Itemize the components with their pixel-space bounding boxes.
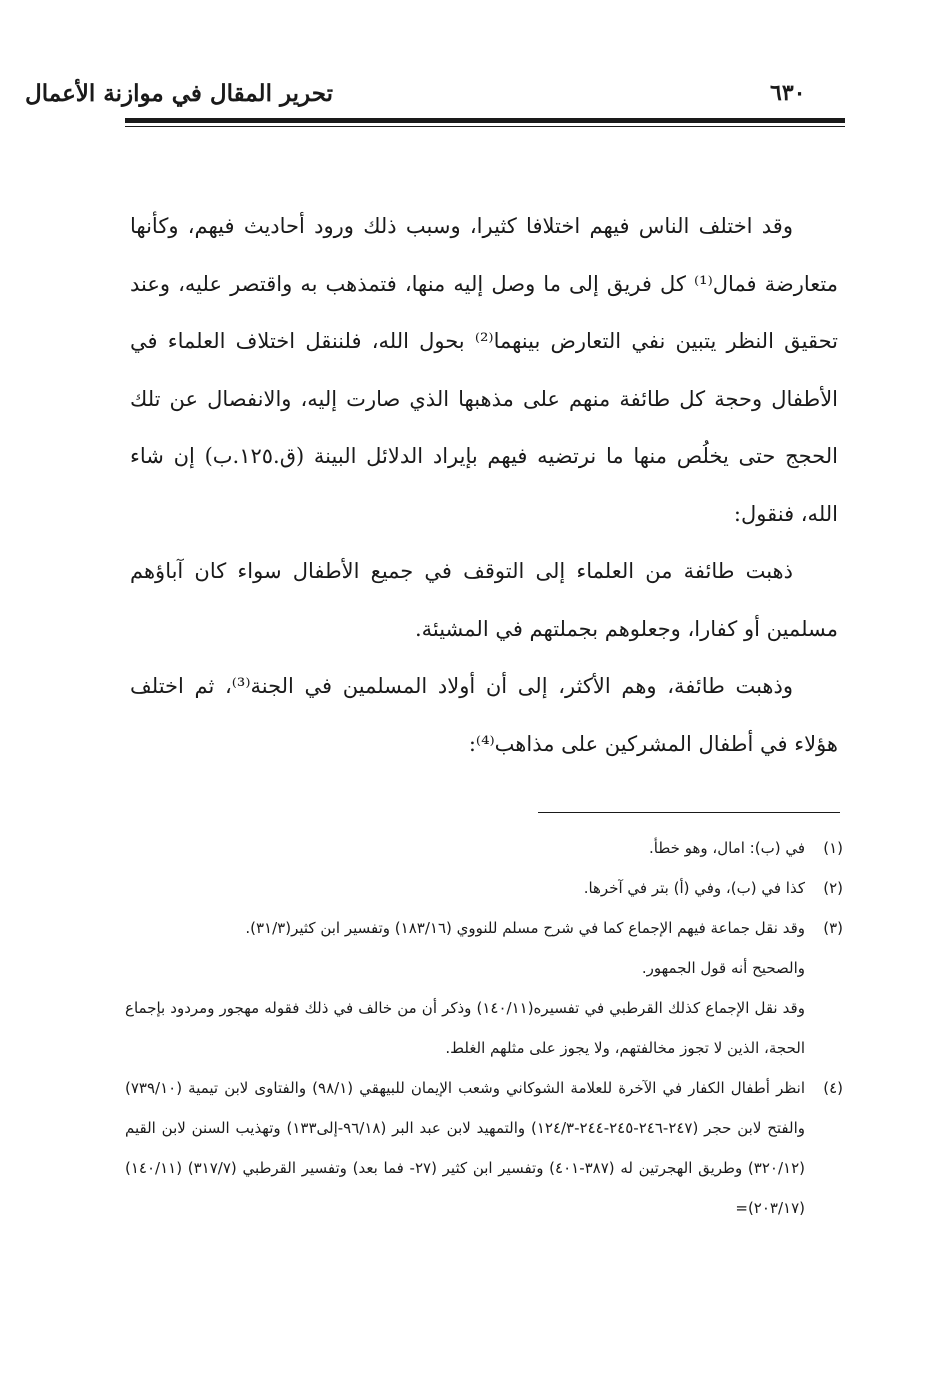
footnote-number: (٤) <box>823 1079 843 1097</box>
header-rule-thin <box>125 126 845 127</box>
footnote <box>125 828 843 868</box>
footnote-number: (٢) <box>823 879 843 897</box>
footnote <box>125 1068 843 1228</box>
footnotes <box>125 828 843 1228</box>
footnote-text: وقد نقل جماعة فيهم الإجماع كما في شرح مسلم للنووي (١٨٣/١٦) وتفسير ابن كثير(٣١/٣). <box>245 919 805 937</box>
footnote-text: كذا في (ب)، وفي (أ) بتر في آخرها. <box>583 879 805 897</box>
paragraph: وقد اختلف الناس فيهم اختلافا كثيرا، وسبب ذلك ورود أحاديث فيهم، وكأنها متعارضة فمال⁽¹⁾ كل فريق إلى ما وصل إليه منها، فتمذهب به واقتصر عليه، وعند تحقيق النظر يتبين نفي التعارض بينهما⁽²⁾ بحول الله، فلننقل اختلاف العلماء في الأطفال وحجة كل طائفة منهم على مذهبها الذي صارت إليه، والانفصال عن تلك الحجج حتى يخلُص منها ما نرتضيه فيهم بإيراد الدلائل البينة (ق.١٢٥.ب) إن شاء الله، فنقول: <box>130 214 839 526</box>
footnote-continuation: وقد نقل الإجماع كذلك القرطبي في تفسيره(١٤٠/١١) وذكر أن من خالف في ذلك فقوله مهجور ومردود بإجماع الحجة، الذين لا تجوز مخالفتهم، ولا يجوز على مثلهم الغلط. <box>125 999 805 1057</box>
header-rule-thick <box>125 118 845 123</box>
running-header <box>25 78 845 114</box>
paragraph: ذهبت طائفة من العلماء إلى التوقف في جميع الأطفال سواء كان آباؤهم مسلمين أو كفارا، وجعلوهم بجملتهم في المشيئة. <box>130 559 838 641</box>
footnote-separator <box>538 812 840 813</box>
header-title: تحرير المقال في موازنة الأعمال <box>25 80 333 107</box>
footnote-text: في (ب): امال، وهو خطأ. <box>649 839 805 857</box>
paragraph: وذهبت طائفة، وهم الأكثر، إلى أن أولاد المسلمين في الجنة⁽³⁾، ثم اختلف هؤلاء في أطفال المشركين على مذاهب⁽⁴⁾: <box>130 674 838 756</box>
footnote-continuation: والصحيح أنه قول الجمهور. <box>641 959 805 977</box>
footnote <box>125 908 843 948</box>
footnote <box>125 868 843 908</box>
footnote-number: (١) <box>823 839 843 857</box>
main-text <box>130 198 838 773</box>
page-number: ٦٣٠ <box>770 80 806 106</box>
footnote-number: (٣) <box>823 919 843 937</box>
footnote-text: انظر أطفال الكفار في الآخرة للعلامة الشوكاني وشعب الإيمان للبيهقي (٩٨/١) والفتاوى لابن تيمية (٧٣٩/١٠) والفتح لابن حجر (٢٤٧-٢٤٦-٢٤٥-٢٤٤-١٢٤/٣) والتمهيد لابن عبد البر (٩٦/١٨-إلى١٣٣) وتهذيب السنن لابن القيم (٣٢٠/١٢) وطريق الهجرتين له (٣٨٧-٤٠١) وتفسير ابن كثير (٢٧- فما بعد) وتفسير القرطبي (٣١٧/٧) (١٤٠/١١) (٢٠٣/١٧)= <box>125 1079 805 1217</box>
